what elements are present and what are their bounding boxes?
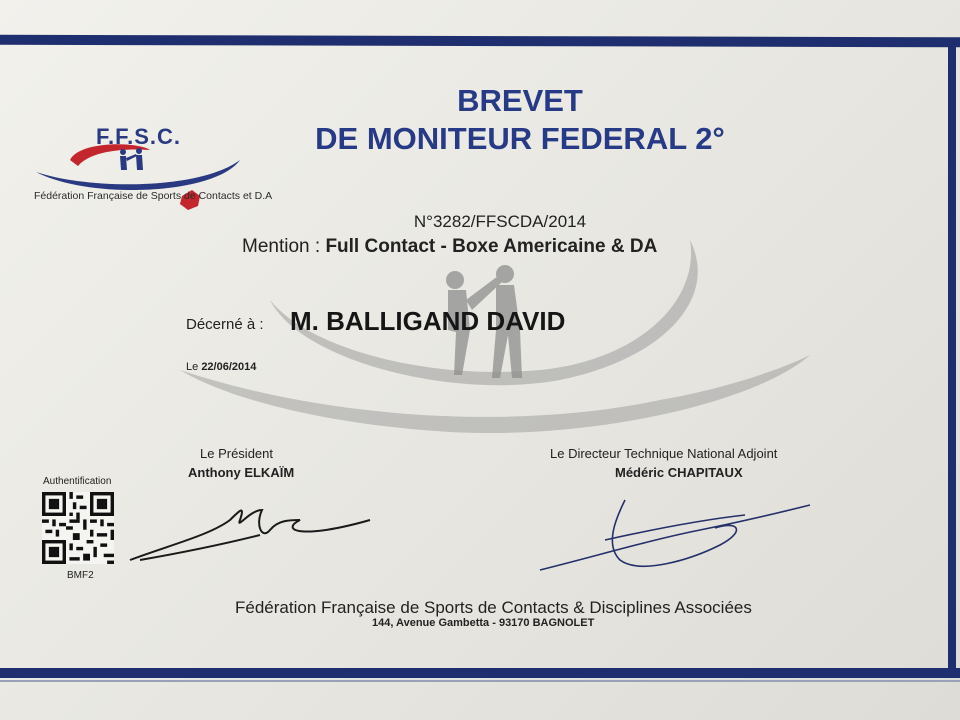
director-role: Le Directeur Technique National Adjoint [550, 446, 778, 461]
president-role: Le Président [200, 446, 273, 461]
logo-caption: Fédération Française de Sports de Contacts et D.A [34, 190, 273, 202]
date-value: 22/06/2014 [201, 361, 257, 373]
date-line [186, 361, 256, 373]
mention-line [242, 236, 657, 258]
footer-federation-name: Fédération Française de Sports de Contacts & Disciplines Associées [235, 598, 752, 617]
director-signature-icon [540, 500, 810, 570]
certificate-number: N°3282/FFSCDA/2014 [413, 212, 587, 231]
awarded-label: Décerné à : [186, 316, 264, 333]
qr-code-icon [42, 492, 114, 564]
bottom-border [0, 668, 960, 678]
certificate-title-line2: DE MONITEUR FEDERAL 2° [315, 121, 725, 156]
director-name: Médéric CHAPITAUX [615, 465, 743, 480]
authentication-label: Authentification [43, 476, 112, 487]
certificate-title-line1: BREVET [457, 83, 583, 118]
logo-acronym: F.F.S.C. [96, 124, 182, 149]
right-border [948, 38, 956, 678]
logo-fighters-icon [120, 148, 143, 170]
mention-value: Full Contact - Boxe Americaine & DA [325, 236, 658, 257]
bottom-inner-border [0, 680, 960, 682]
footer-address: 144, Avenue Gambetta - 93170 BAGNOLET [372, 617, 595, 629]
date-label: Le [186, 361, 199, 373]
president-name: Anthony ELKAÏM [188, 465, 295, 480]
president-signature-icon [130, 510, 370, 560]
authentication-code: BMF2 [67, 570, 94, 581]
recipient-name: M. BALLIGAND DAVID [290, 306, 566, 336]
mention-label: Mention : [242, 236, 321, 257]
